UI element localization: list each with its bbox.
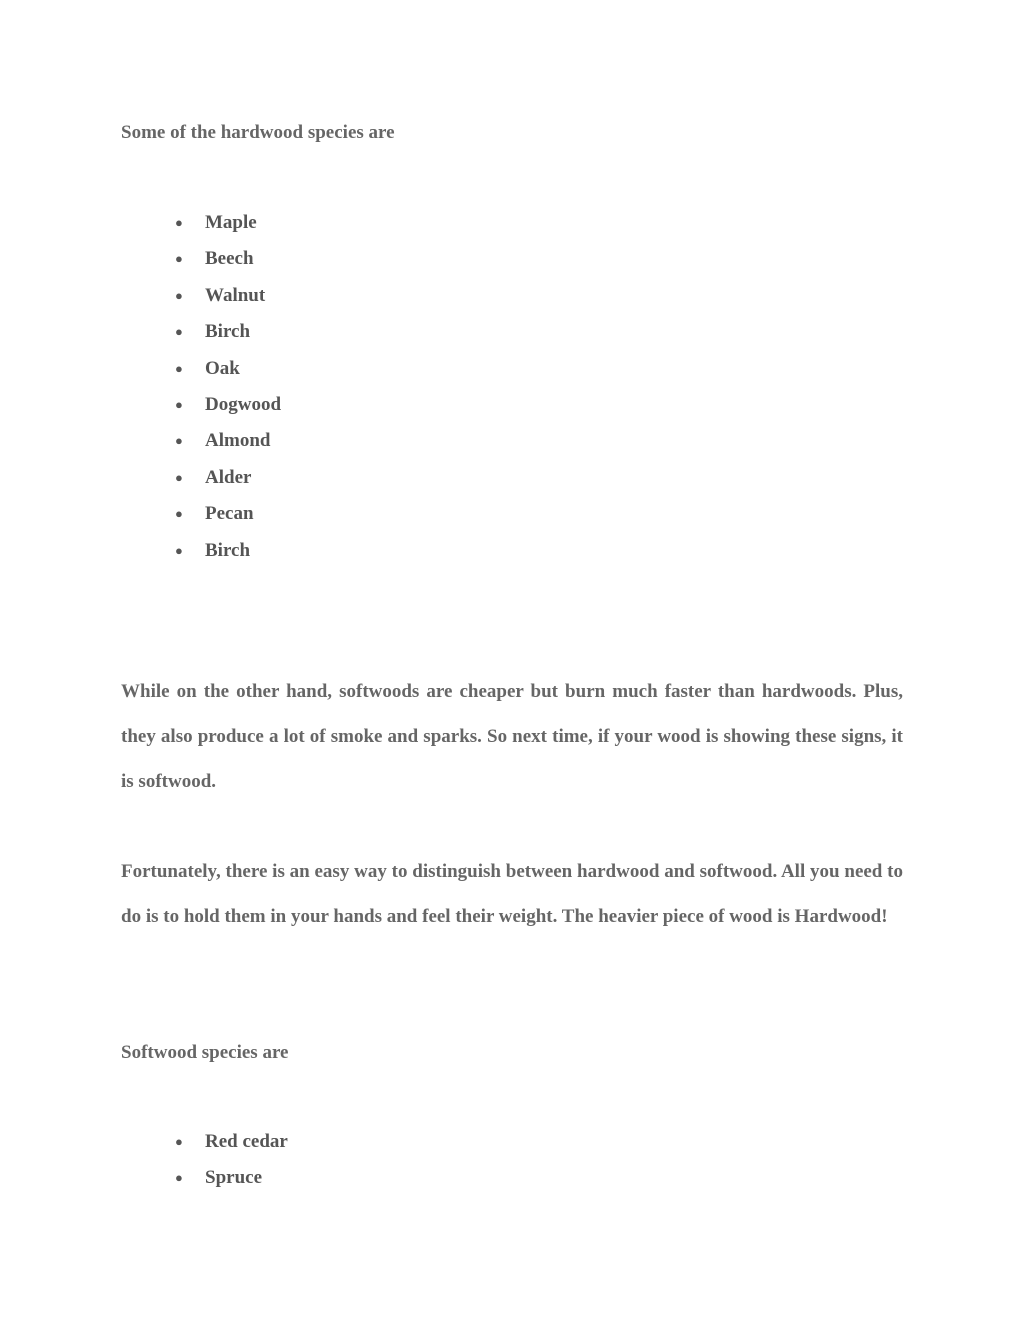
list-item-label: Spruce [205,1167,262,1189]
bullet-icon: ● [175,287,183,303]
list-item-label: Alder [205,466,252,488]
bullet-icon: ● [175,1170,183,1186]
bullet-icon: ● [175,360,183,376]
bullet-icon: ● [175,433,183,449]
bullet-icon: ● [175,251,183,267]
bullet-icon: ● [175,542,183,558]
list-item-label: Birch [205,539,251,561]
list-item-label: Almond [205,430,271,452]
distinguish-paragraph: Fortunately, there is an easy way to distinguish between hardwood and softwood. All you need to do is to hold them in your hands and feel their weight. The heavier piece of wood is Hardwood! [121,861,903,927]
bullet-icon: ● [175,215,183,230]
list-item-label: Maple [205,212,257,233]
bullet-icon: ● [175,1134,183,1149]
list-item-label: Pecan [205,503,254,525]
softwood-intro-text: Softwood species are [121,1042,289,1063]
list-item-label: Dogwood [205,393,282,415]
list-item-label: Walnut [205,284,266,306]
bullet-icon: ● [175,324,183,340]
list-item-label: Birch [205,321,251,343]
hardwood-intro-text: Some of the hardwood species are [121,122,395,143]
bullet-icon: ● [175,469,183,485]
list-item-label: Oak [205,357,240,379]
list-item-label: Beech [205,248,254,270]
bullet-icon: ● [175,506,183,522]
list-item-label: Red cedar [205,1131,288,1152]
bullet-icon: ● [175,396,183,412]
softwood-description-paragraph: While on the other hand, softwoods are cheaper but burn much faster than hardwoods. Plus, they also produce a lot of smoke and sparks. So next time, if your wood is showing these signs, it is softwood. [121,681,903,792]
